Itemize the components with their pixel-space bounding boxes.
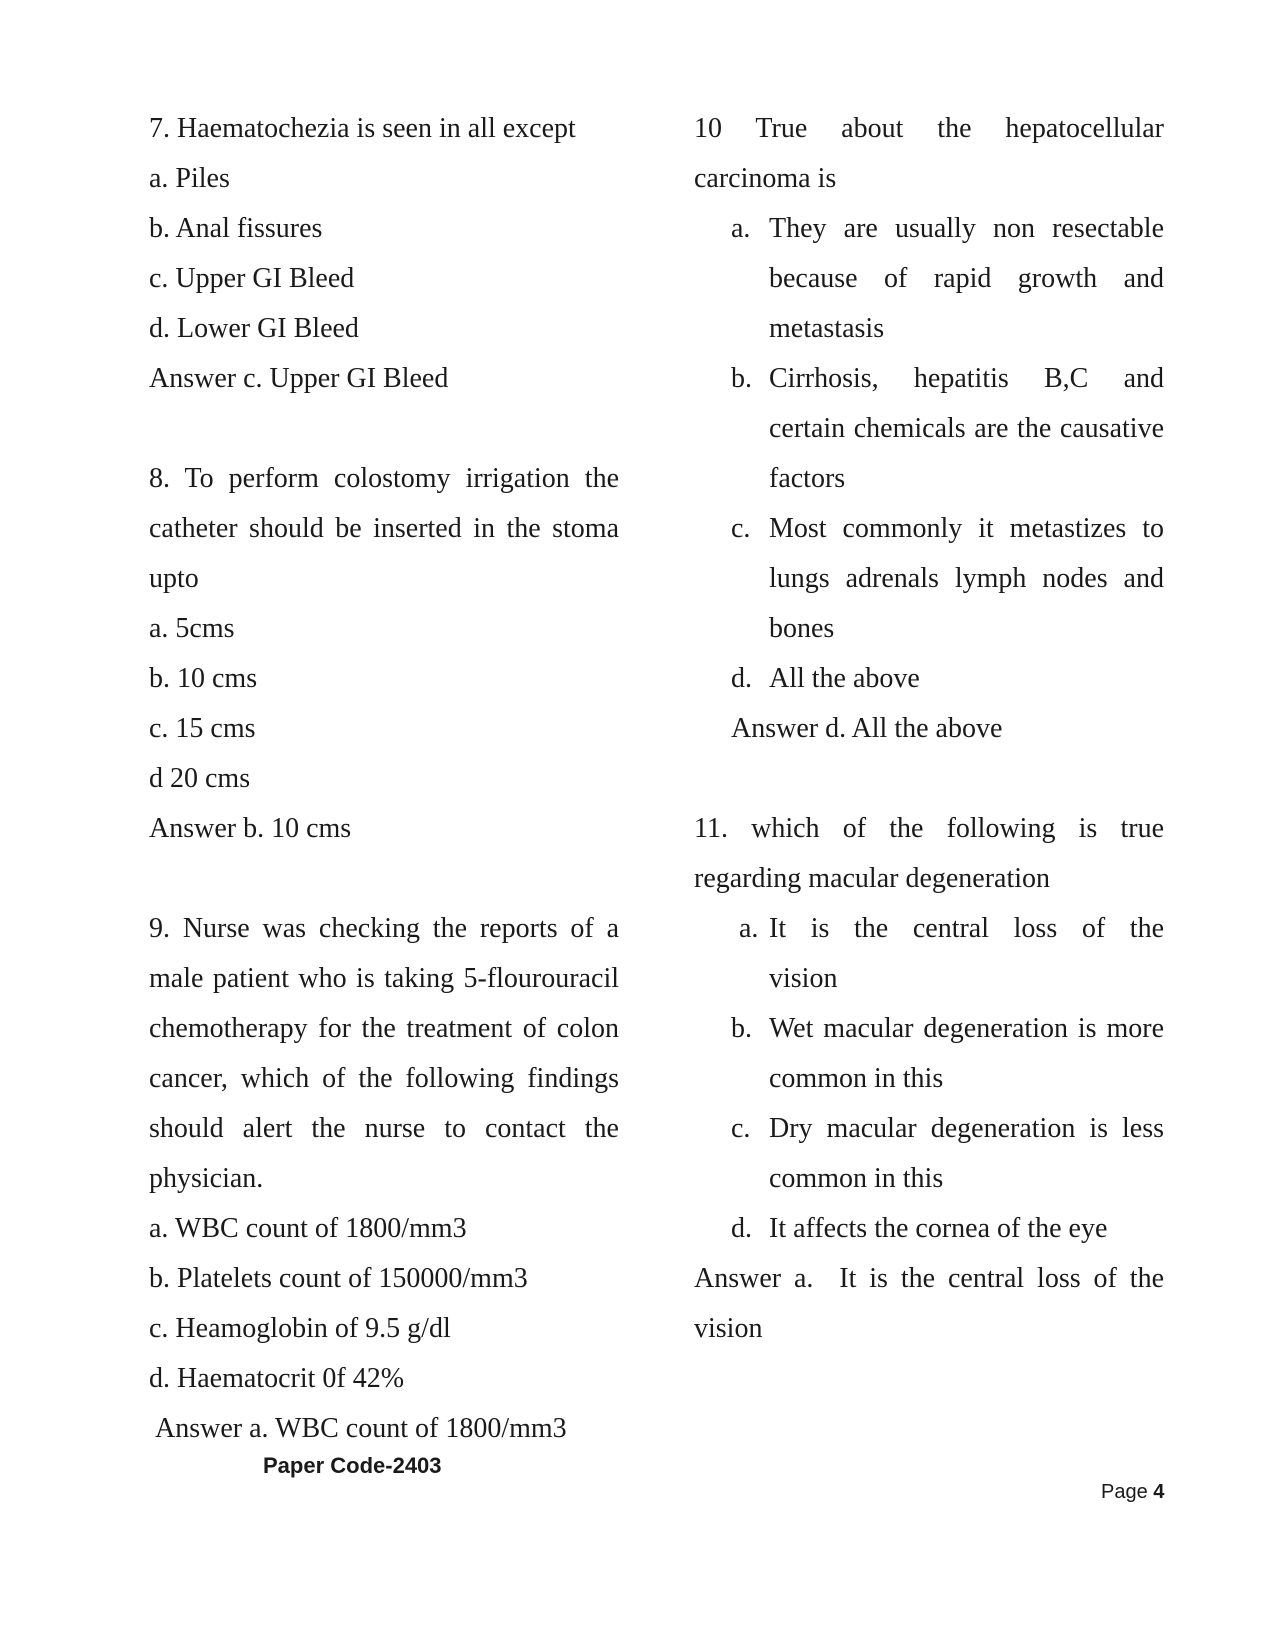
option-letter: c. <box>731 513 751 544</box>
question-text-line: chemotherapy for the treatment of colon <box>149 1013 619 1044</box>
option-text-line: Most commonly it metastizes to <box>769 513 1164 544</box>
question-text-line: carcinoma is <box>694 163 837 194</box>
option-d <box>694 654 1164 704</box>
option-text-line: certain chemicals are the causative <box>769 413 1164 444</box>
question-8 <box>149 454 619 854</box>
question-10 <box>694 104 1164 754</box>
spacer <box>149 404 619 454</box>
question-text-line: should alert the nurse to contact the <box>149 1113 619 1144</box>
question-text-line: 10 True about the hepatocellular <box>694 113 1164 144</box>
page-number-value: 4 <box>1153 1481 1165 1503</box>
option-c: c. Upper GI Bleed <box>149 263 355 294</box>
option-text-line: factors <box>769 463 846 494</box>
option-text-line: It affects the cornea of the eye <box>769 1213 1108 1244</box>
option-text-line: vision <box>769 963 838 994</box>
option-d <box>694 1204 1164 1254</box>
answer: Answer b. 10 cms <box>149 813 352 844</box>
question-text-line: 9. Nurse was checking the reports of a <box>149 913 619 944</box>
option-letter: c. <box>731 1113 751 1144</box>
answer: Answer c. Upper GI Bleed <box>149 363 449 394</box>
question-text-line: cancer, which of the following findings <box>149 1063 619 1094</box>
option-letter: b. <box>731 363 752 394</box>
option-a: a. WBC count of 1800/mm3 <box>149 1213 467 1244</box>
paper-code: Paper Code-2403 <box>263 1453 442 1478</box>
question-text: 7. Haematochezia is seen in all except <box>149 113 576 144</box>
option-letter: a. <box>739 913 759 944</box>
question-text-line: upto <box>149 563 199 594</box>
option-c <box>694 1104 1164 1204</box>
option-a: a. 5cms <box>149 613 235 644</box>
option-text-line: Wet macular degeneration is more <box>769 1013 1164 1044</box>
option-text-line: common in this <box>769 1163 944 1194</box>
option-text-line: lungs adrenals lymph nodes and <box>769 563 1164 594</box>
question-text-line: 11. which of the following is true <box>694 813 1164 844</box>
spacer <box>694 754 1164 804</box>
question-9 <box>149 904 619 1454</box>
option-a: a. Piles <box>149 163 230 194</box>
question-text-line: regarding macular degeneration <box>694 863 1051 894</box>
page-number <box>1101 1478 1164 1506</box>
question-7 <box>149 104 619 404</box>
right-column <box>694 104 1164 1354</box>
option-b: b. Anal fissures <box>149 213 323 244</box>
option-d: d 20 cms <box>149 763 251 794</box>
option-b: b. 10 cms <box>149 663 258 694</box>
question-text-line: 8. To perform colostomy irrigation the <box>149 463 619 494</box>
option-c <box>694 504 1164 654</box>
option-letter: a. <box>731 213 751 244</box>
option-d: d. Lower GI Bleed <box>149 313 359 344</box>
answer: Answer d. All the above <box>731 713 1003 744</box>
option-letter: d. <box>731 663 752 694</box>
answer: Answer a. It is the central loss of the <box>694 1263 1164 1294</box>
option-c: c. Heamoglobin of 9.5 g/dl <box>149 1313 451 1344</box>
option-text-line: bones <box>769 613 835 644</box>
answer: Answer a. WBC count of 1800/mm3 <box>155 1413 567 1444</box>
left-column <box>149 104 619 1454</box>
question-text-line: catheter should be inserted in the stoma <box>149 513 619 544</box>
option-text-line: metastasis <box>769 313 885 344</box>
option-letter: d. <box>731 1213 752 1244</box>
option-a <box>694 204 1164 354</box>
question-text-line: male patient who is taking 5-flourouracil <box>149 963 619 994</box>
option-text-line: They are usually non resectable <box>769 213 1164 244</box>
option-c: c. 15 cms <box>149 713 256 744</box>
option-b <box>694 354 1164 504</box>
page-label: Page <box>1101 1481 1154 1503</box>
option-letter: b. <box>731 1013 752 1044</box>
question-11 <box>694 804 1164 1354</box>
option-text-line: Cirrhosis, hepatitis B,C and <box>769 363 1164 394</box>
option-text-line: It is the central loss of the <box>769 913 1164 944</box>
answer-continued: vision <box>694 1313 763 1344</box>
option-b <box>694 1004 1164 1104</box>
option-d: d. Haematocrit 0f 42% <box>149 1363 405 1394</box>
question-text-line: physician. <box>149 1163 264 1194</box>
option-a <box>694 904 1164 1004</box>
option-text-line: common in this <box>769 1063 944 1094</box>
option-text-line: All the above <box>769 663 920 694</box>
option-text-line: because of rapid growth and <box>769 263 1164 294</box>
option-b: b. Platelets count of 150000/mm3 <box>149 1263 528 1294</box>
spacer <box>149 854 619 904</box>
option-text-line: Dry macular degeneration is less <box>769 1113 1164 1144</box>
